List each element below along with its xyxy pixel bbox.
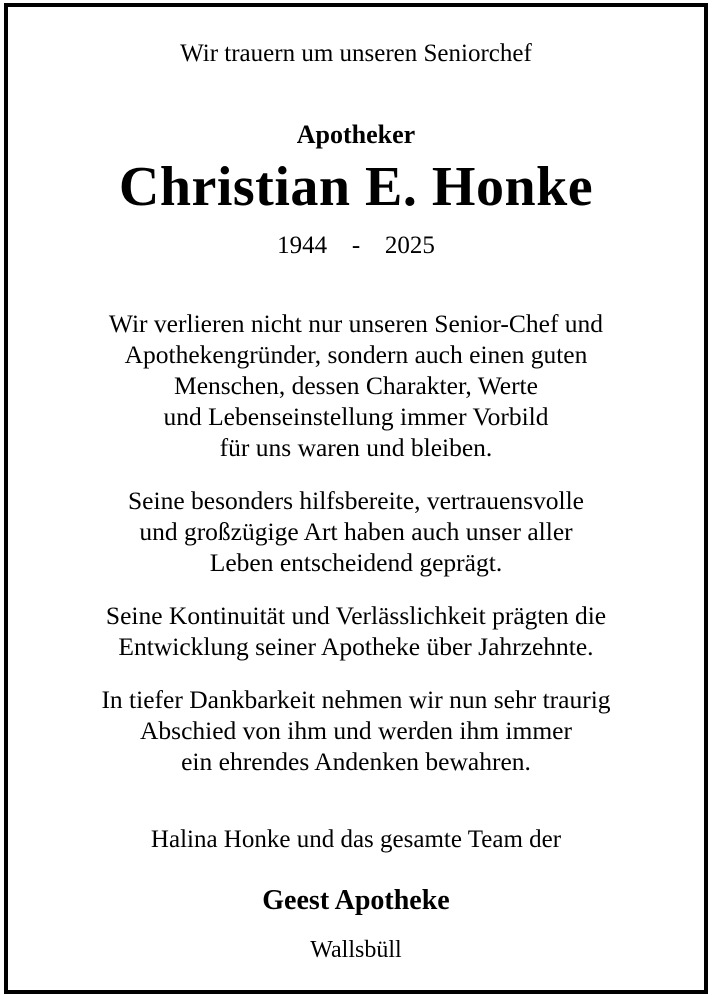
paragraph-line: und Lebenseinstellung immer Vorbild [163,402,549,431]
paragraph-line: Entwicklung seiner Apotheke über Jahrzehnte. [118,632,594,661]
paragraph-line: Leben entscheidend geprägt. [209,548,503,577]
paragraph-line: In tiefer Dankbarkeit nehmen wir nun sehr traurig [101,685,611,714]
obituary-frame [4,3,708,994]
intro-line: Wir trauern um unseren Seniorchef [180,40,532,67]
paragraph-1 [8,308,704,463]
paragraph-3 [8,600,704,662]
paragraph-line: für uns waren und bleiben. [219,433,493,462]
paragraph-line: Wir verlieren nicht nur unseren Senior-Chef und [108,309,604,338]
paragraph-2 [8,485,704,578]
paragraph-line: Seine Kontinuität und Verlässlichkeit prägten die [105,601,607,630]
town-name: Wallsbüll [310,937,402,963]
paragraph-line: ein ehrendes Andenken bewahren. [181,747,531,776]
life-years [8,232,704,260]
paragraph-line: Menschen, dessen Charakter, Werte [174,371,538,400]
profession-title: Apotheker [296,120,416,149]
paragraph-line: Abschied von ihm und werden ihm immer [139,716,572,745]
life-years-text: 1944 - 2025 [277,232,435,259]
signers-line: Halina Honke und das gesamte Team der [150,826,562,853]
paragraph-line: und großzügige Art haben auch unser aller [139,517,573,546]
company-name: Geest Apotheke [262,885,450,916]
deceased-name: Christian E. Honke [118,156,594,218]
paragraph-4 [8,684,704,777]
paragraph-line: Apothekengründer, sondern auch einen guten [124,340,588,369]
paragraph-line: Seine besonders hilfsbereite, vertrauensvolle [127,486,584,515]
